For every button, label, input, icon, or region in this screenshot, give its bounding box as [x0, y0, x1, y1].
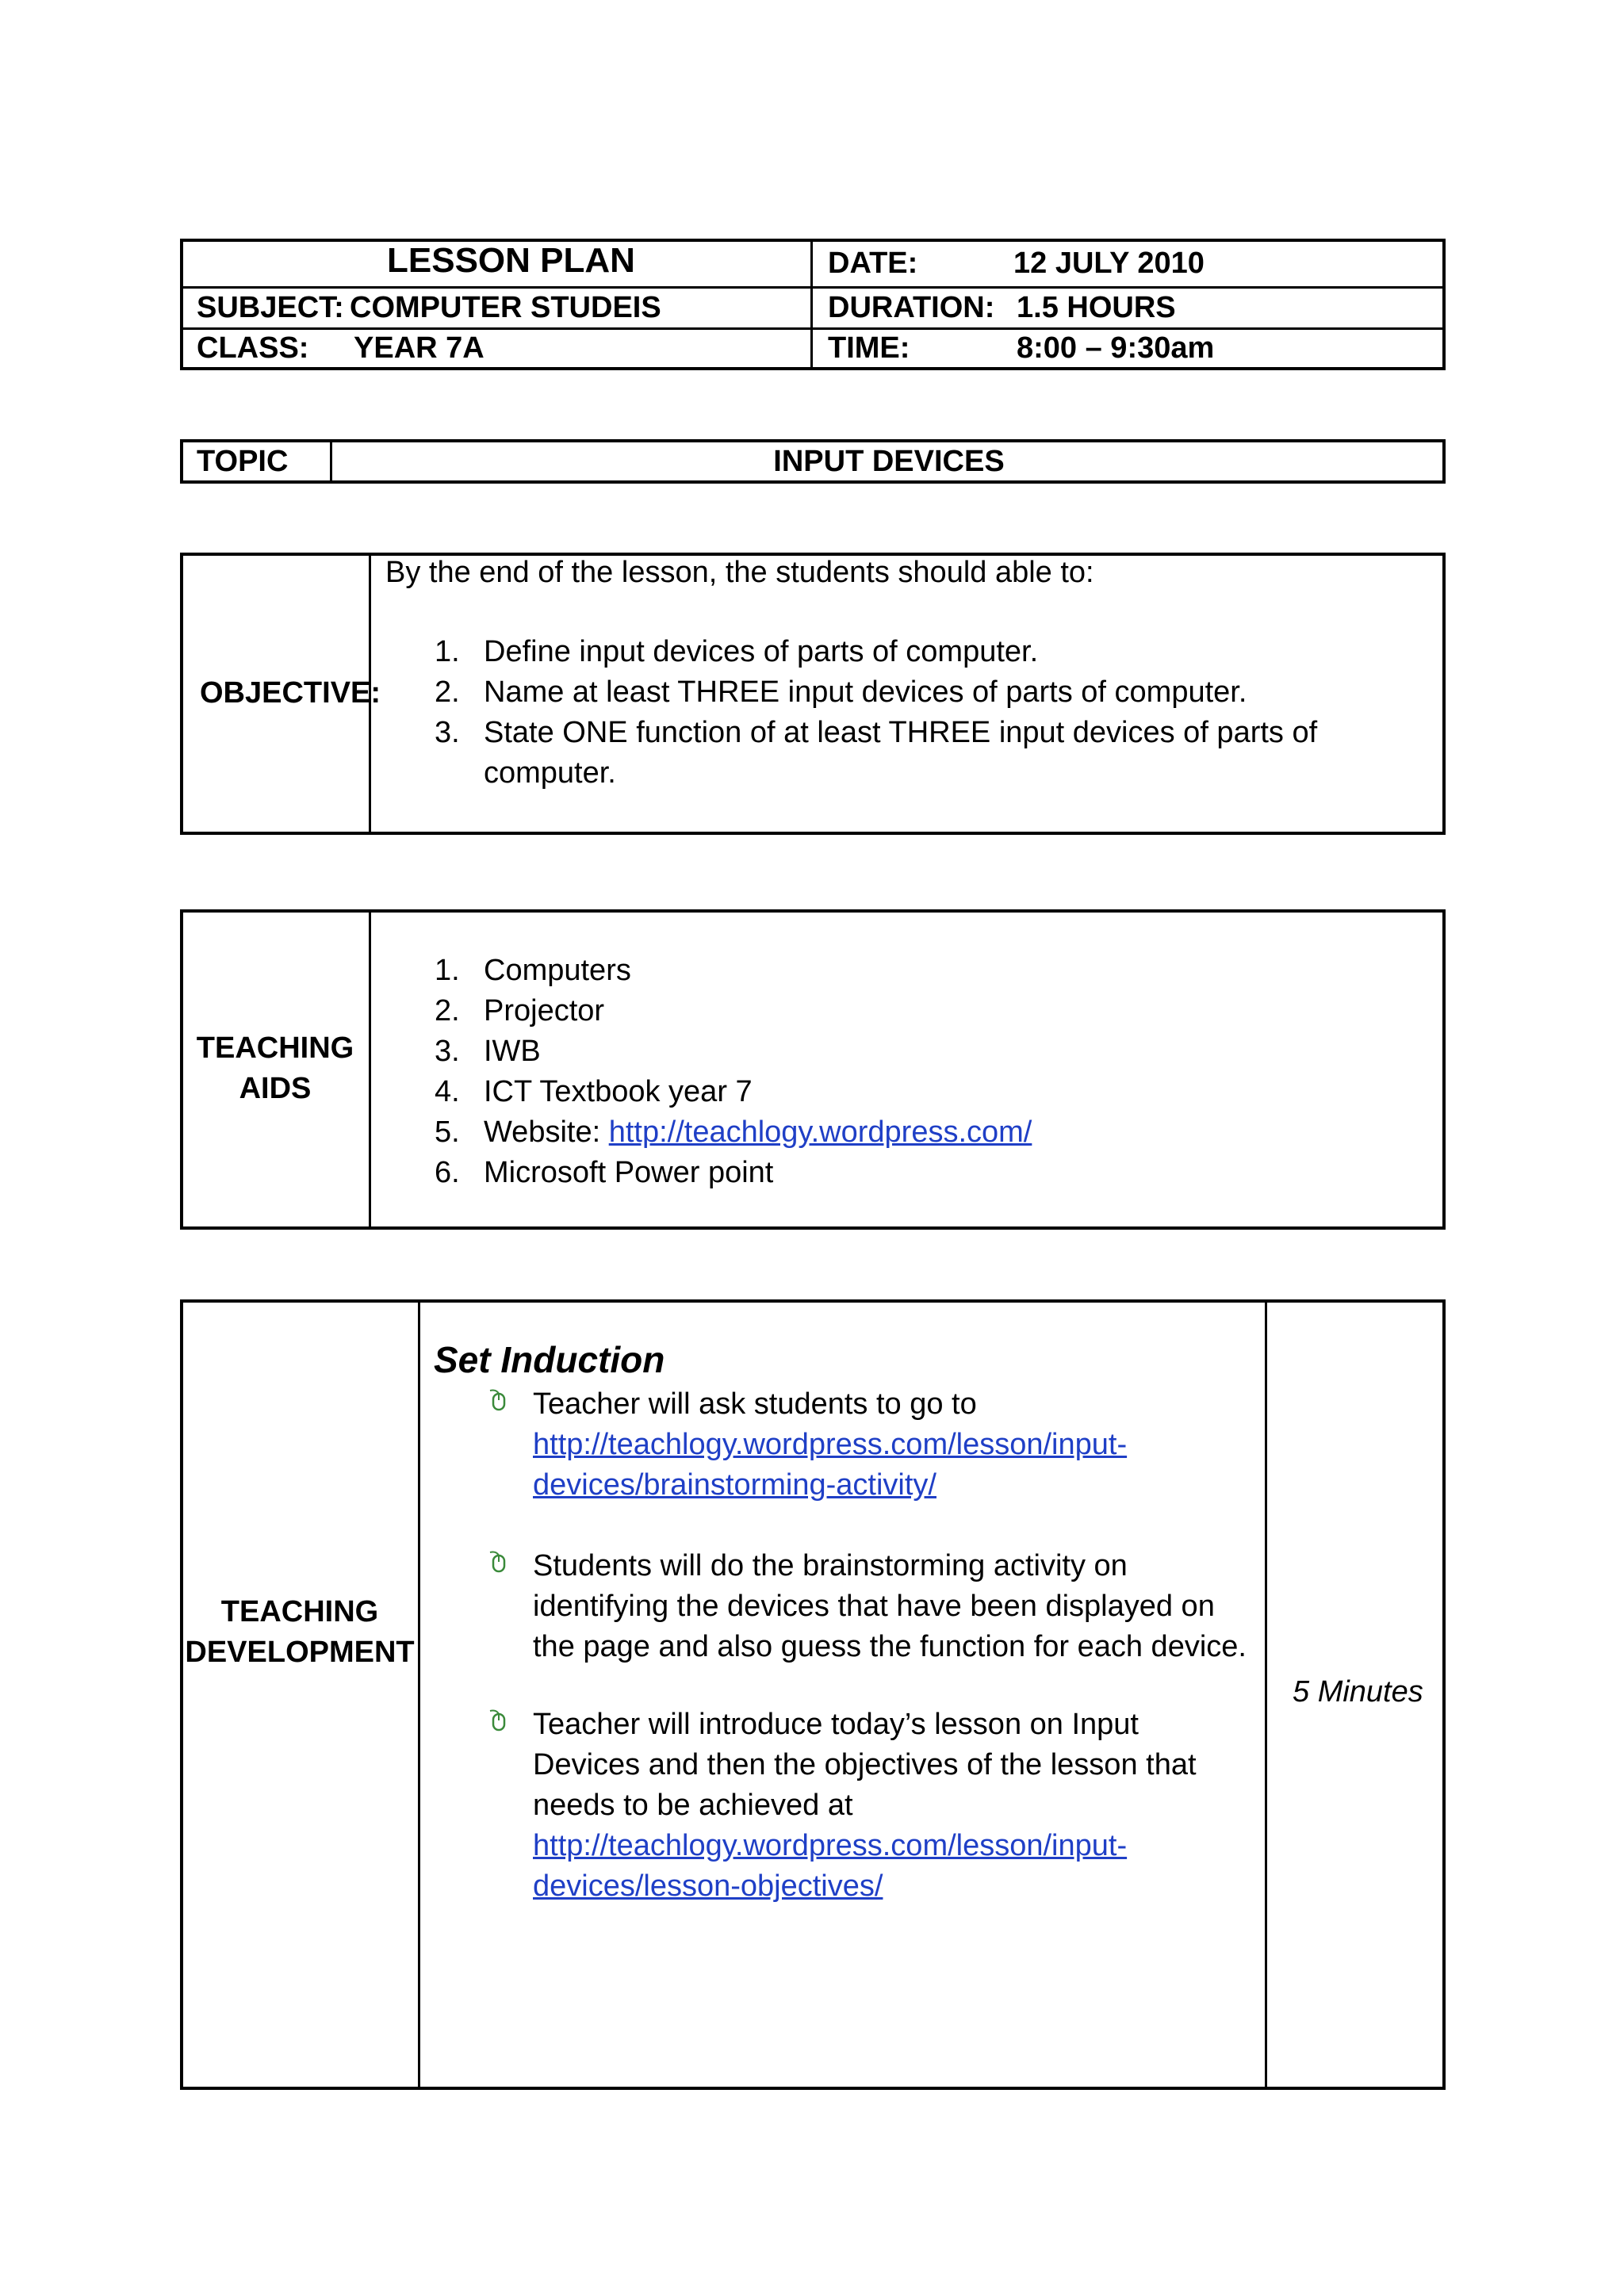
topic-value: INPUT DEVICES: [773, 445, 1005, 478]
induction-item-2: [533, 1546, 1247, 1667]
time-value: 8:00 – 9:30am: [1017, 331, 1215, 365]
development-col-divider: [1265, 1299, 1267, 2090]
objective-label: OBJECTIVE:: [200, 676, 381, 710]
time-label: TIME:: [828, 331, 910, 365]
list-number: 6.: [435, 1156, 460, 1189]
list-number: 2.: [435, 675, 460, 709]
subject-label: SUBJECT:: [197, 291, 344, 324]
development-label-line2: DEVELOPMENT: [185, 1636, 415, 1669]
duration-label: DURATION:: [828, 291, 995, 324]
induction-item-1: [533, 1384, 1127, 1506]
list-text: ICT Textbook year 7: [484, 1075, 753, 1108]
class-value: YEAR 7A: [354, 331, 485, 365]
list-item: [435, 1072, 1032, 1112]
list-number: 4.: [435, 1075, 460, 1108]
mouse-icon: [485, 1549, 511, 1575]
induction-text: Devices and then the objectives of the lesson that: [533, 1748, 1197, 1781]
list-text: Website:: [484, 1115, 609, 1149]
induction-text: Teacher will ask students to go to: [533, 1387, 977, 1421]
list-text-continued: computer.: [484, 756, 616, 790]
mouse-icon: [485, 1708, 511, 1733]
teaching-aids-label-line1: TEACHING: [196, 1031, 354, 1065]
teaching-aids-col-divider: [369, 909, 371, 1230]
list-text: Projector: [484, 994, 605, 1027]
date-value: 12 JULY 2010: [1013, 247, 1205, 280]
subject-value: COMPUTER STUDEIS: [350, 291, 661, 324]
topic-label: TOPIC: [197, 445, 289, 478]
induction-link[interactable]: devices/brainstorming-activity/: [533, 1468, 936, 1502]
induction-item-3: [533, 1705, 1197, 1907]
objective-list: [435, 632, 1317, 794]
teaching-aids-label-line2: AIDS: [239, 1072, 312, 1105]
header-row-divider: [180, 327, 1446, 330]
induction-link[interactable]: http://teachlogy.wordpress.com/lesson/input-: [533, 1829, 1128, 1862]
list-item: [435, 672, 1317, 713]
induction-text: Teacher will introduce today’s lesson on Input: [533, 1708, 1139, 1741]
list-item: [435, 991, 1032, 1031]
duration-cell: 5 Minutes: [1293, 1675, 1423, 1709]
list-item: [435, 1153, 1032, 1193]
list-text: Computers: [484, 954, 631, 987]
list-text: State ONE function of at least THREE input devices of parts of: [484, 716, 1318, 749]
header-row-divider: [180, 286, 1446, 289]
induction-text: the page and also guess the function for each device.: [533, 1630, 1247, 1663]
list-item: [435, 1031, 1032, 1072]
induction-link[interactable]: http://teachlogy.wordpress.com/lesson/input-: [533, 1428, 1128, 1461]
list-item: [435, 713, 1317, 794]
mouse-icon: [485, 1387, 511, 1413]
list-text: Name at least THREE input devices of parts of computer.: [484, 675, 1247, 709]
website-link[interactable]: http://teachlogy.wordpress.com/: [608, 1115, 1032, 1149]
list-text: IWB: [484, 1035, 541, 1068]
list-item: [435, 632, 1317, 672]
induction-text: Students will do the brainstorming activity on: [533, 1549, 1128, 1582]
development-label-line1: TEACHING: [220, 1595, 379, 1628]
set-induction-heading: Set Induction: [434, 1339, 665, 1380]
header-col-divider: [810, 239, 813, 370]
class-label: CLASS:: [197, 331, 309, 365]
induction-text: identifying the devices that have been displayed on: [533, 1590, 1215, 1623]
list-item: [435, 1112, 1032, 1153]
list-number: 2.: [435, 994, 460, 1027]
lesson-plan-title: LESSON PLAN: [387, 241, 635, 280]
list-text: Microsoft Power point: [484, 1156, 774, 1189]
duration-value: 1.5 HOURS: [1017, 291, 1176, 324]
list-text: Define input devices of parts of computer.: [484, 635, 1039, 668]
list-item: [435, 951, 1032, 991]
teaching-aids-list: [435, 951, 1032, 1193]
list-number: 5.: [435, 1115, 460, 1149]
date-label: DATE:: [828, 247, 918, 280]
induction-link[interactable]: devices/lesson-objectives/: [533, 1869, 883, 1903]
list-number: 3.: [435, 716, 460, 749]
list-number: 3.: [435, 1035, 460, 1068]
development-col-divider: [418, 1299, 420, 2090]
list-number: 1.: [435, 635, 460, 668]
objective-intro: By the end of the lesson, the students should able to:: [385, 556, 1094, 589]
induction-text: needs to be achieved at: [533, 1789, 853, 1822]
list-number: 1.: [435, 954, 460, 987]
